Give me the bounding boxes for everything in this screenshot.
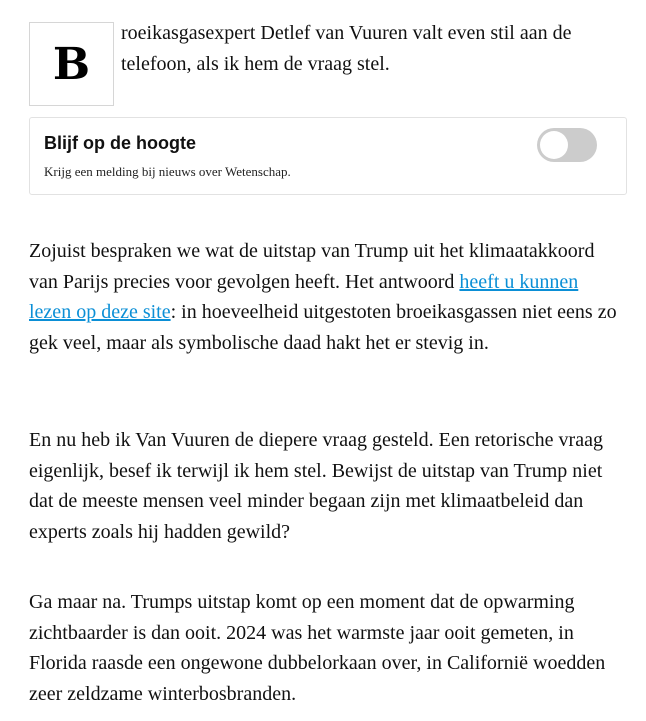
paragraph-1 xyxy=(29,236,619,358)
notification-card xyxy=(29,117,627,195)
paragraph-1-text-end: : in hoeveelheid uitgestoten broeikasgassen niet eens zo gek veel, maar als symbolische daad hakt het er stevig in. xyxy=(29,301,617,354)
intro-text: roeikasgasexpert Detlef van Vuuren valt even stil aan de telefoon, als ik hem de vraag stel. xyxy=(121,22,572,75)
paragraph-3: Ga maar na. Trumps uitstap komt op een moment dat de opwarming zichtbaarder is dan ooit. 2024 was het warmste jaar ooit gemeten, in Florida raasde een ongewone dubbelorkaan over, in Californië woedden zeer zeldzame winterbosbranden. xyxy=(29,591,606,705)
toggle-knob xyxy=(540,131,568,159)
drop-cap: B xyxy=(29,22,114,106)
notification-subtitle: Krijg een melding bij nieuws over Wetenschap. xyxy=(44,164,291,179)
notification-toggle[interactable] xyxy=(537,128,597,162)
article-link[interactable]: heeft u kunnen lezen op deze site xyxy=(29,270,579,323)
paragraph-2: En nu heb ik Van Vuuren de diepere vraag gesteld. Een retorische vraag eigenlijk, besef ik terwijl ik hem stel. Bewijst de uitstap van Trump niet dat de meeste mensen veel minder begaan zijn met klimaatbeleid dan experts zoals hij hadden gewild? xyxy=(29,429,603,543)
paragraph-1-text: Zojuist bespraken we wat de uitstap van Trump uit het klimaatakkoord van Parijs precies voor gevolgen heeft. Het antwoord xyxy=(29,240,595,293)
notification-title: Blijf op de hoogte xyxy=(44,133,196,153)
